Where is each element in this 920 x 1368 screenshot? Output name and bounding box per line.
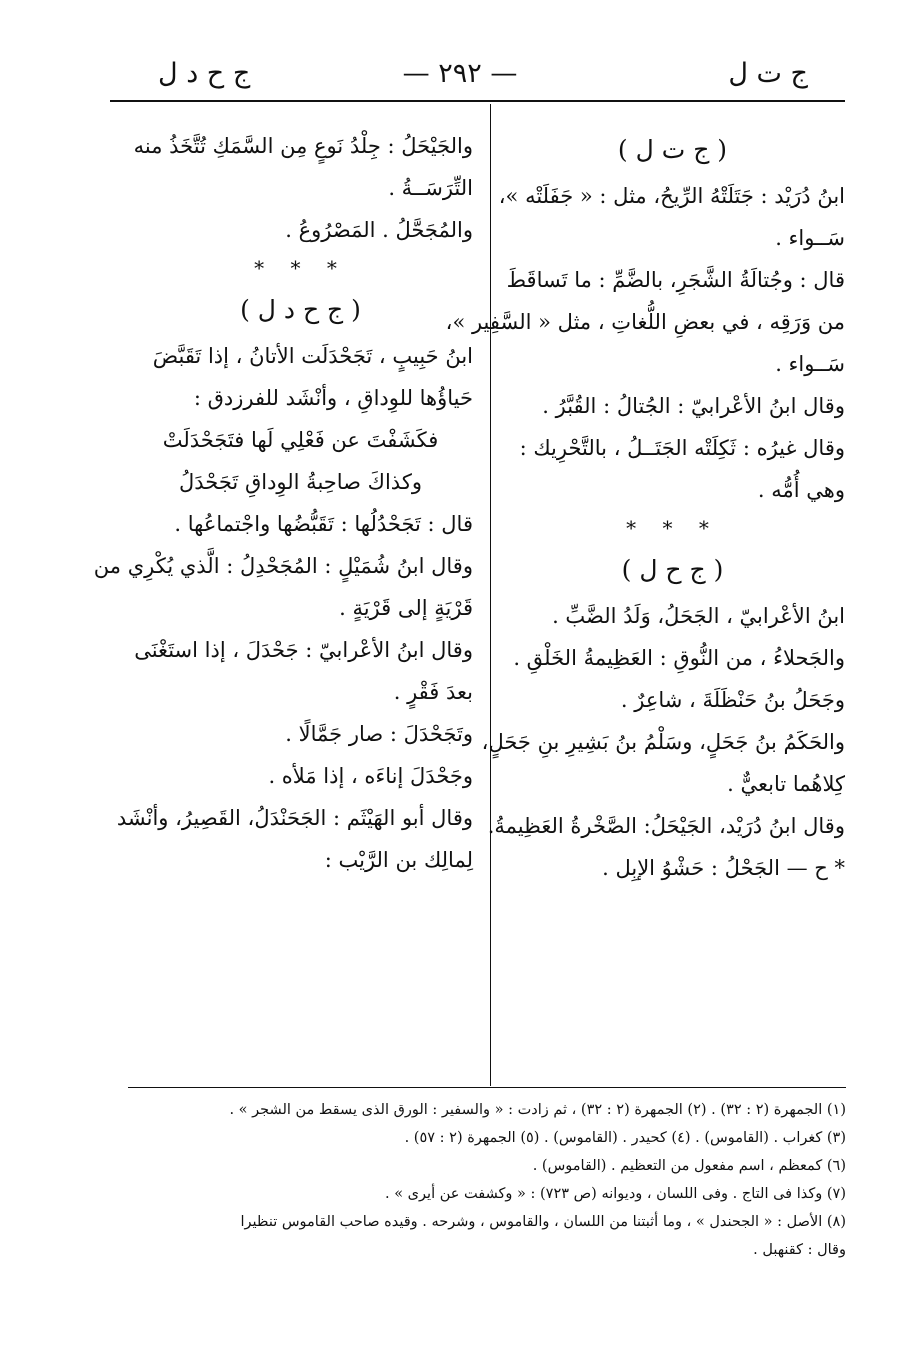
section-separator: * * * (254, 256, 347, 280)
verse-line: وكذاكَ صاحِبةُ الوِداقِ تَجَحْدَلُ (179, 470, 422, 494)
text-line: ابنُ حَبِيبٍ ، تَجَحْدَلَت الأتانُ ، إذا تَقَبَّضَ (152, 344, 473, 368)
column-divider (490, 104, 491, 1086)
text-line: وقال ابنُ شُمَيْلٍ : المُجَحْدِلُ : الَّذي يُكْرِي من (93, 554, 473, 578)
text-line: والجَيْحَلُ : جِلْدُ نَوعٍ مِن السَّمَكِ تُتَّخَذُ منه (133, 134, 473, 158)
footnote-rule (128, 1087, 846, 1088)
footnote-line: (١) الجمهرة (٢ : ٣٢) . (٢) الجمهرة (٢ : ٣٢) ، ثم زادت : « والسفير : الورق الذى يسقط من الشجر » . (229, 1102, 846, 1118)
header-rule (110, 100, 845, 102)
right-column (445, 125, 845, 889)
text-line: من وَرَقِه ، في بعضِ اللُّغاتِ ، مثل « السَّفِير »، (445, 310, 845, 334)
text-line: وقال ابنُ دُرَيْد، الجَيْحَلُ: الصَّخْرةُ العَظِيمةُ. (487, 814, 845, 838)
text-line: قال : تَجَحْدُلُها : تَقَبُّضُها واجْتماعُها . (174, 512, 473, 536)
running-head-left: ج ح د ل (158, 58, 251, 89)
footnote-line: وقال : كقنهبل . (753, 1242, 846, 1258)
text-line: وجَحْدَلَ إناءَه ، إذا مَلأه . (268, 764, 473, 788)
text-line: كِلاهُما تابعيٌّ . (727, 772, 845, 796)
text-line: والحَكَمُ بنُ جَحَلٍ، وسَلْمُ بنُ بَشِيرِ بنِ جَحَلٍ، (481, 730, 845, 754)
text-line: ابنُ الأعْرابيّ ، الجَحَلُ، وَلَدُ الضَّبِّ . (552, 604, 845, 628)
running-head-right: ج ت ل (728, 58, 808, 89)
text-line: سَــواء . (775, 226, 845, 250)
footnote-line: (٧) وكذا فى التاج . وفى اللسان ، وديوانه (ص ٧٢٣) : « وكشفت عن أيرى » . (384, 1186, 846, 1202)
text-line: سَــواء . (775, 352, 845, 376)
text-line: بعدَ فَقْرٍ . (393, 680, 473, 704)
text-line: والمُجَحَّلُ . المَصْرُوعُ . (285, 218, 473, 242)
entry-heading-jhdl: ( ج ح د ل ) (240, 295, 361, 324)
verse-line: فكَشَفْتَ عن فَعْلِي لَها فتَجَحْدَلَتْ (162, 428, 439, 452)
footnote-line: (٨) الأصل : « الجحندل » ، وما أثبتنا من اللسان ، والقاموس ، وشرحه . وقيده صاحب القاموس تنظيرا (240, 1214, 846, 1230)
text-line: التِّرَسَــةُ . (388, 176, 473, 200)
entry-heading-jhl: ( ج ح ل ) (621, 555, 724, 584)
footnotes (128, 1096, 846, 1264)
text-line: وقال ابنُ الأعْرابيّ : الجُتالُ : القُبَّرُ . (542, 394, 845, 418)
text-line: وتَجَحْدَلَ : صار جَمَّالًا . (285, 722, 473, 746)
text-line: قال : وجُتالَةُ الشَّجَرِ، بالضَّمِّ : ما تَساقَطَ (506, 268, 845, 292)
text-line: وقال ابنُ الأعْرابيّ : جَحْدَلَ ، إذا استَغْنَى (134, 638, 473, 662)
text-line: وقال أبو الهَيْثَم : الجَحَنْدَلُ، القَصِيرُ، وأنْشَد (116, 806, 473, 830)
text-line: والجَحلاءُ ، من النُّوقِ : العَظِيمةُ الخَلْقِ . (513, 646, 845, 670)
text-line: وقال غيرُه : ثَكِلَتْه الجَتَــلُ ، بالتَّحْرِيك : (519, 436, 845, 460)
text-line: * ح — الجَحْلُ : حَشْوُ الإبِل . (602, 856, 845, 880)
footnote-line: (٣) كغراب . (القاموس) . (٤) كحيدر . (القاموس) . (٥) الجمهرة (٢ : ٥٧) . (404, 1130, 846, 1146)
footnote-line: (٦) كمعظم ، اسم مفعول من التعظيم . (القاموس) . (532, 1158, 846, 1174)
text-line: وهي أُمُّه . (757, 478, 845, 502)
section-separator: * * * (626, 516, 719, 540)
text-line: قَرْيَةٍ إلى قَرْيَةٍ . (339, 596, 473, 620)
text-line: لِمالِك بن الرَّيْب : (324, 848, 473, 872)
entry-heading-jtl: ( ج ت ل ) (617, 135, 728, 164)
text-line: ابنُ دُرَيْد : جَتَلَتْهُ الرِّيحُ، مثل : « جَفَلَتْه »، (498, 184, 845, 208)
text-line: وجَحَلُ بنُ حَنْظَلَةَ ، شاعِرٌ . (620, 688, 845, 712)
text-line: حَياؤُها للوِداقِ ، وأنْشَد للفرزدق : (193, 386, 473, 410)
page-number: — ٢٩٢ — (402, 58, 518, 89)
left-column (93, 125, 473, 881)
